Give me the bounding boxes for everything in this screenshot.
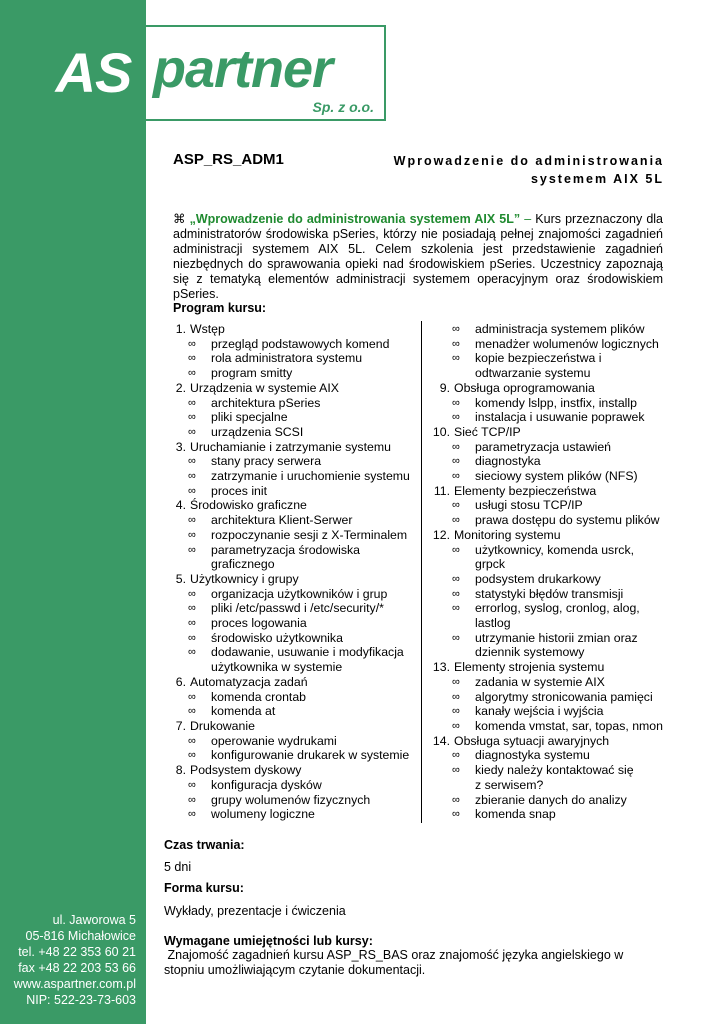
topic-text: komenda snap (475, 807, 556, 822)
infinity-bullet-icon: ∞ (452, 587, 460, 600)
section-title: Monitoring systemu (454, 527, 561, 542)
topic-text: użytkownicy, komenda usrck, (475, 542, 635, 557)
program-topic (164, 734, 419, 749)
topic-text: proces init (211, 483, 268, 498)
section-number: 2. (175, 380, 186, 395)
topic-text: errorlog, syslog, cronlog, alog, (475, 601, 640, 616)
address-city: 05-816 Michałowice (25, 929, 136, 943)
topic-text: utrzymanie historii zmian oraz (475, 630, 638, 645)
topic-text: architektura Klient-Serwer (211, 513, 353, 528)
course-title-line1: Wprowadzenie do administrowania (393, 154, 664, 168)
infinity-bullet-icon: ∞ (452, 690, 460, 703)
section-number: 1. (175, 322, 186, 336)
program-topic (164, 807, 419, 822)
program-section (164, 763, 419, 778)
topic-text: komendy lslpp, instfix, installp (475, 395, 637, 410)
program-topic-continuation: użytkownika w systemie (211, 660, 343, 675)
topic-text: stany pracy serwera (211, 454, 322, 469)
infinity-bullet-icon: ∞ (188, 470, 196, 483)
section-title: Obsługa oprogramowania (454, 380, 595, 395)
topic-text: zbieranie danych do analizy (475, 792, 627, 807)
program-topic (164, 690, 419, 705)
infinity-bullet-icon: ∞ (188, 631, 196, 644)
intro-text: Kurs przeznaczony dla administratorów środowiska pSeries, którzy nie posiadają pełnej znajomości zagadnień administracji systemem AIX 5L. Celem szkolenia jest przedstawienie zagadnień niezbędnych do sprawowania opieki nad środowiskiem pSeries. Uczestnicy zapoznają się z tematyką elementów administracji systemem operacyjnym oraz środowiskiem pSeries. (173, 212, 663, 301)
infinity-bullet-icon: ∞ (188, 690, 196, 703)
topic-text: kopie bezpieczeństwa i (475, 351, 602, 366)
infinity-bullet-icon: ∞ (452, 602, 460, 615)
topic-text: diagnostyka systemu (475, 748, 590, 763)
topic-text: środowisko użytkownika (211, 630, 343, 645)
program-topic (164, 396, 419, 411)
topic-text: wolumeny logiczne (211, 807, 315, 822)
program-topic (164, 748, 419, 763)
program-section (428, 425, 668, 440)
infinity-bullet-icon: ∞ (188, 411, 196, 424)
course-code: ASP_RS_ADM1 (173, 151, 284, 168)
section-number: 4. (175, 498, 186, 513)
program-topic (428, 454, 668, 469)
topic-text: rozpoczynanie sesji z X-Terminalem (211, 527, 408, 542)
sidebar-band (0, 0, 146, 1024)
infinity-bullet-icon: ∞ (452, 514, 460, 527)
topic-text: przegląd podstawowych komend (211, 336, 390, 351)
program-topic (428, 807, 668, 822)
program-topic (428, 587, 668, 602)
program-topic (164, 425, 419, 440)
form-heading: Forma kursu: (164, 881, 244, 895)
topic-text: menadżer wolumenów logicznych (475, 336, 659, 351)
infinity-bullet-icon: ∞ (188, 587, 196, 600)
topic-text: konfiguracja dysków (211, 777, 322, 792)
program-topic (164, 366, 419, 381)
program-section (428, 660, 668, 675)
infinity-bullet-icon: ∞ (452, 793, 460, 806)
program-section (164, 572, 419, 587)
infinity-bullet-icon: ∞ (188, 778, 196, 791)
infinity-bullet-icon: ∞ (452, 631, 460, 644)
infinity-bullet-icon: ∞ (188, 705, 196, 718)
program-topic (428, 690, 668, 705)
topic-text: usługi stosu TCP/IP (475, 498, 583, 513)
infinity-bullet-icon: ∞ (452, 352, 460, 365)
program-section (428, 734, 668, 749)
section-title: Wstęp (190, 322, 225, 336)
topic-text: rola administratora systemu (211, 351, 363, 366)
program-section (164, 498, 419, 513)
requirements-text (164, 948, 654, 978)
program-topic-continuation: odtwarzanie systemu (475, 366, 591, 381)
section-title: Elementy strojenia systemu (454, 660, 605, 675)
topic-text: pliki specjalne (211, 410, 288, 425)
infinity-bullet-icon: ∞ (188, 749, 196, 762)
infinity-bullet-icon: ∞ (188, 425, 196, 438)
program-section (428, 484, 668, 499)
course-intro (173, 212, 663, 302)
program-section (164, 440, 419, 455)
section-number: 3. (175, 439, 186, 454)
program-topic (428, 543, 668, 558)
program-topic (164, 469, 419, 484)
program-topic (428, 719, 668, 734)
section-title: Automatyzacja zadań (190, 674, 308, 689)
infinity-bullet-icon: ∞ (188, 734, 196, 747)
program-topic-continuation: grpck (475, 557, 506, 572)
infinity-bullet-icon: ∞ (188, 484, 196, 497)
program-topic (428, 601, 668, 616)
infinity-bullet-icon: ∞ (452, 499, 460, 512)
infinity-bullet-icon: ∞ (188, 793, 196, 806)
section-number: 13. (432, 660, 450, 675)
infinity-bullet-icon: ∞ (452, 749, 460, 762)
topic-text: kanały wejścia i wyjścia (475, 704, 604, 719)
infinity-bullet-icon: ∞ (188, 455, 196, 468)
section-title: Uruchamianie i zatrzymanie systemu (190, 439, 391, 454)
intro-symbol-icon: ⌘ (173, 212, 186, 226)
topic-text: program smitty (211, 366, 293, 381)
topic-text: operowanie wydrukami (211, 733, 337, 748)
section-number: 8. (175, 763, 186, 778)
program-topic (164, 645, 419, 660)
program-topic (428, 410, 668, 425)
topic-text: zadania w systemie AIX (475, 674, 605, 689)
program-topic (428, 440, 668, 455)
program-section (428, 528, 668, 543)
topic-text: konfigurowanie drukarek w systemie (211, 748, 410, 763)
infinity-bullet-icon: ∞ (452, 719, 460, 732)
section-number: 7. (175, 718, 186, 733)
program-section (164, 675, 419, 690)
section-title: Drukowanie (190, 718, 255, 733)
section-number: 11. (433, 483, 450, 498)
topic-text: parametryzacja ustawień (475, 439, 612, 454)
program-topic (428, 793, 668, 808)
topic-text: sieciowy system plików (NFS) (475, 469, 638, 484)
company-logo (39, 25, 386, 121)
program-section (428, 381, 668, 396)
address-phone: tel. +48 22 353 60 21 (18, 945, 136, 959)
program-topic (164, 631, 419, 646)
program-topic (164, 587, 419, 602)
infinity-bullet-icon: ∞ (452, 470, 460, 483)
section-title: Urządzenia w systemie AIX (190, 380, 339, 395)
program-section (164, 719, 419, 734)
intro-dash: – (524, 212, 532, 226)
address-fax: fax +48 22 203 53 66 (18, 961, 136, 975)
program-topic (428, 704, 668, 719)
section-number: 14. (432, 733, 450, 748)
logo-sp: Sp. z o.o. (312, 99, 374, 115)
course-title (364, 152, 664, 188)
duration-value: 5 dni (164, 860, 192, 874)
section-number: 9. (439, 380, 450, 395)
program-section (164, 322, 419, 337)
column-divider (421, 321, 422, 823)
infinity-bullet-icon: ∞ (452, 455, 460, 468)
topic-text: architektura pSeries (211, 395, 321, 410)
requirements-heading: Wymagane umiejętności lub kursy: (164, 934, 373, 948)
infinity-bullet-icon: ∞ (452, 705, 460, 718)
address-website[interactable]: www.aspartner.com.pl (13, 977, 136, 991)
intro-highlight: „Wprowadzenie do administrowania systemem AIX 5L” (189, 212, 521, 226)
topic-text: proces logowania (211, 616, 307, 631)
infinity-bullet-icon: ∞ (452, 411, 460, 424)
program-heading: Program kursu: (173, 301, 267, 315)
program-topic (164, 337, 419, 352)
infinity-bullet-icon: ∞ (452, 764, 460, 777)
program-section (164, 381, 419, 396)
infinity-bullet-icon: ∞ (188, 543, 196, 556)
section-number: 5. (175, 571, 186, 586)
infinity-bullet-icon: ∞ (452, 572, 460, 585)
infinity-bullet-icon: ∞ (452, 808, 460, 821)
program-topic (164, 793, 419, 808)
topic-text: algorytmy stronicowania pamięci (475, 689, 653, 704)
program-topic (164, 778, 419, 793)
program-topic (428, 351, 668, 366)
program-column-left (164, 322, 419, 822)
infinity-bullet-icon: ∞ (452, 543, 460, 556)
infinity-bullet-icon: ∞ (188, 646, 196, 659)
program-topic (164, 484, 419, 499)
infinity-bullet-icon: ∞ (188, 352, 196, 365)
logo-partner: partner (153, 39, 333, 99)
infinity-bullet-icon: ∞ (188, 602, 196, 615)
topic-text: organizacja użytkowników i grup (211, 586, 388, 601)
section-title: Podsystem dyskowy (190, 763, 302, 778)
program-topic (428, 469, 668, 484)
section-number: 10. (432, 424, 450, 439)
program-topic (164, 410, 419, 425)
program-topic (428, 396, 668, 411)
address-nip: NIP: 522-23-73-603 (26, 993, 136, 1007)
section-number: 12. (432, 527, 450, 542)
program-topic (164, 616, 419, 631)
section-title: Środowisko graficzne (190, 498, 307, 513)
section-title: Użytkownicy i grupy (190, 571, 299, 586)
program-topic (164, 351, 419, 366)
program-topic (164, 704, 419, 719)
program-topic (428, 763, 668, 778)
topic-text: grupy wolumenów fizycznych (211, 792, 371, 807)
infinity-bullet-icon: ∞ (188, 808, 196, 821)
program-topic (428, 675, 668, 690)
infinity-bullet-icon: ∞ (452, 323, 460, 335)
section-title: Elementy bezpieczeństwa (454, 483, 597, 498)
program-topic-continuation: z serwisem? (475, 777, 544, 792)
topic-text: komenda vmstat, sar, topas, nmon (475, 718, 663, 733)
topic-text: komenda at (211, 704, 276, 719)
course-title-line2: systemem AIX 5L (530, 172, 664, 186)
requirements-value: Znajomość zagadnień kursu ASP_RS_BAS oraz znajomość języka angielskiego w stopniu umożliwiającym czytanie dokumentacji. (164, 948, 624, 977)
topic-text: administracja systemem plików (475, 322, 645, 336)
program-topic (164, 513, 419, 528)
infinity-bullet-icon: ∞ (188, 528, 196, 541)
infinity-bullet-icon: ∞ (188, 617, 196, 630)
program-topic (164, 601, 419, 616)
program-topic (428, 748, 668, 763)
program-topic (428, 513, 668, 528)
program-topic-continuation: graficznego (211, 557, 275, 572)
infinity-bullet-icon: ∞ (188, 367, 196, 380)
topic-text: parametryzacja środowiska (211, 542, 360, 557)
topic-text: pliki /etc/passwd i /etc/security/* (211, 601, 384, 616)
address-street: ul. Jaworowa 5 (52, 913, 136, 927)
topic-text: zatrzymanie i uruchomienie systemu (211, 469, 410, 484)
topic-text: prawa dostępu do systemu plików (475, 513, 660, 528)
company-address (0, 912, 136, 1008)
infinity-bullet-icon: ∞ (452, 675, 460, 688)
topic-text: kiedy należy kontaktować się (475, 763, 634, 778)
form-value: Wykłady, prezentacje i ćwiczenia (164, 904, 346, 918)
program-topic (428, 322, 668, 337)
duration-heading: Czas trwania: (164, 838, 245, 852)
program-topic (164, 543, 419, 558)
section-number: 6. (175, 674, 186, 689)
section-title: Sieć TCP/IP (454, 424, 521, 439)
infinity-bullet-icon: ∞ (452, 396, 460, 409)
infinity-bullet-icon: ∞ (452, 337, 460, 350)
program-column-right (428, 322, 668, 822)
topic-text: statystyki błędów transmisji (475, 586, 624, 601)
infinity-bullet-icon: ∞ (188, 514, 196, 527)
program-topic (428, 572, 668, 587)
program-topic (428, 631, 668, 646)
topic-text: podsystem drukarkowy (475, 571, 601, 586)
program-topic (164, 528, 419, 543)
infinity-bullet-icon: ∞ (452, 440, 460, 453)
topic-text: komenda crontab (211, 689, 307, 704)
program-topic-continuation: lastlog (475, 616, 511, 631)
infinity-bullet-icon: ∞ (188, 337, 196, 350)
program-topic (428, 498, 668, 513)
topic-text: instalacja i usuwanie poprawek (475, 410, 645, 425)
program-topic-continuation: dziennik systemowy (475, 645, 585, 660)
program-topic (428, 337, 668, 352)
topic-text: dodawanie, usuwanie i modyfikacja (211, 645, 404, 660)
topic-text: urządzenia SCSI (211, 424, 304, 439)
topic-text: diagnostyka (475, 454, 541, 469)
logo-as: AS (41, 27, 146, 119)
program-topic (164, 454, 419, 469)
section-title: Obsługa sytuacji awaryjnych (454, 733, 610, 748)
infinity-bullet-icon: ∞ (188, 396, 196, 409)
